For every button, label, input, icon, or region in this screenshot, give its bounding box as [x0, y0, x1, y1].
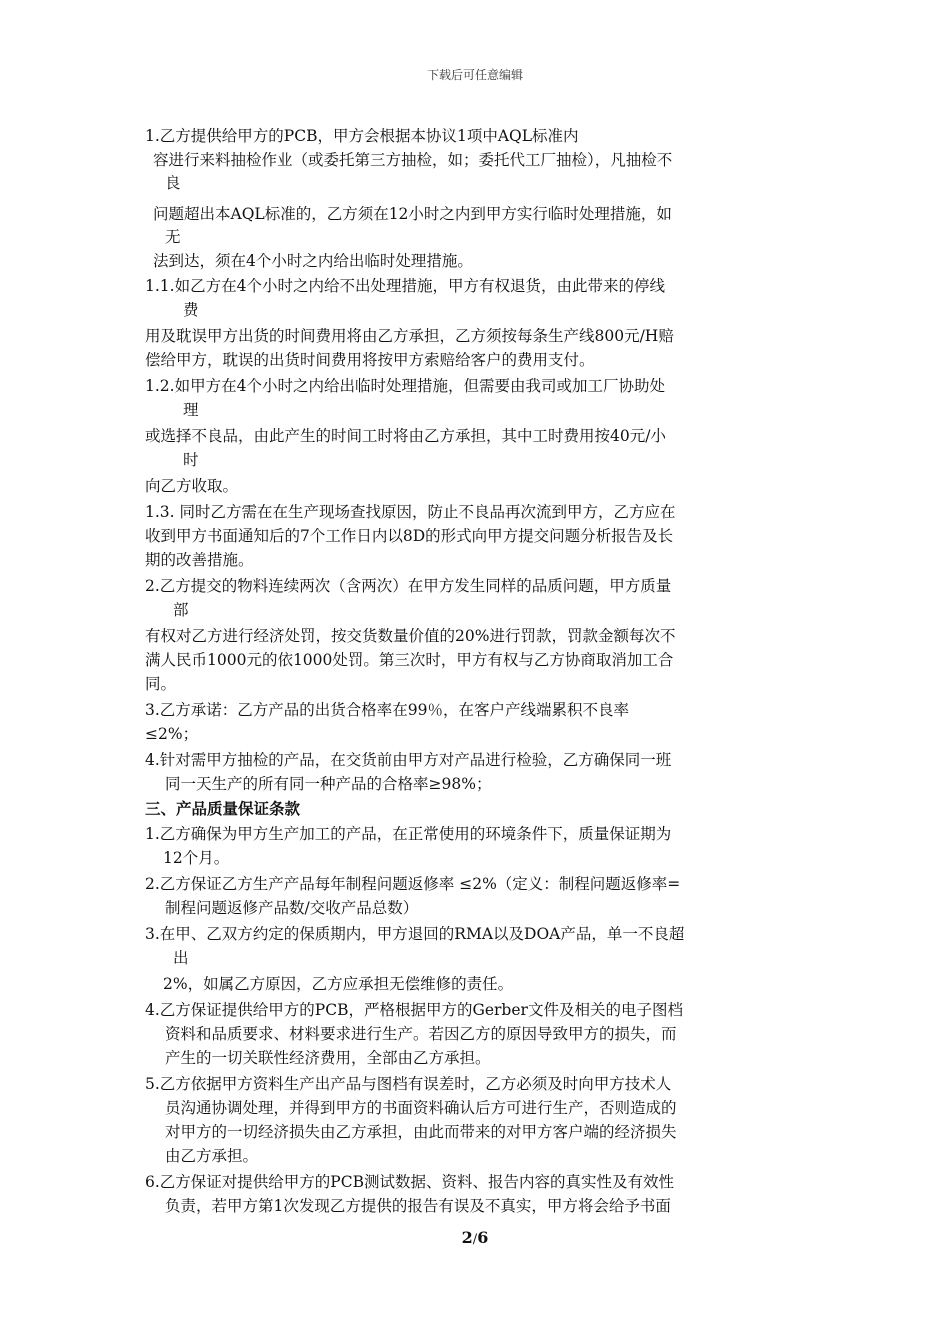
text-line: 3.在甲、乙双方约定的保质期内，甲方退回的RMA以及DOA产品，单一不良超 [145, 925, 685, 943]
text-line: 2.乙方提交的物料连续两次（含两次）在甲方发生同样的品质问题，甲方质量 [145, 577, 672, 595]
text-line: 时 [183, 451, 199, 469]
text-line: 2.乙方保证乙方生产产品每年制程问题返修率 ≤2%（定义：制程问题返修率= [145, 875, 681, 893]
text-line: 问题超出本AQL标准的，乙方须在12小时之内到甲方实行临时处理措施，如 [153, 205, 672, 223]
total-pages: 6 [477, 1228, 489, 1247]
text-line: 容进行来料抽检作业（或委托第三方抽检，如；委托代工厂抽检），凡抽检不 [153, 151, 673, 169]
text-line: 部 [173, 601, 189, 619]
text-line: 1.2.如甲方在4个小时之内给出临时处理措施，但需要由我司或加工厂协助处 [145, 377, 665, 395]
text-line: 理 [183, 401, 199, 419]
text-line: 1.3. 同时乙方需在在生产现场查找原因，防止不良品再次流到甲方，乙方应在 [145, 503, 676, 521]
text-line: 费 [183, 301, 199, 319]
text-line: 4.乙方保证提供给甲方的PCB，严格根据甲方的Gerber文件及相关的电子图档 [145, 1001, 683, 1019]
text-line: 收到甲方书面通知后的7个工作日内以8D的形式向甲方提交问题分析报告及长 [145, 527, 674, 545]
text-line: 5.乙方依据甲方资料生产出产品与图档有误差时，乙方必须及时向甲方技术人 [145, 1075, 672, 1093]
text-line: 1.乙方确保为甲方生产加工的产品，在正常使用的环境条件下，质量保证期为 [145, 825, 672, 843]
text-line: 期的改善措施。 [145, 551, 254, 569]
text-line: 6.乙方保证对提供给甲方的PCB测试数据、资料、报告内容的真实性及有效性 [145, 1173, 674, 1191]
text-line: 4.针对需甲方抽检的产品，在交货前由甲方对产品进行检验，乙方确保同一班 [145, 751, 672, 769]
text-line: 资料和品质要求、材料要求进行生产。若因乙方的原因导致甲方的损失，而 [165, 1025, 677, 1043]
page-separator: / [472, 1232, 478, 1247]
text-line: 法到达，须在4个小时之内给出临时处理措施。 [153, 252, 473, 270]
text-line: 有权对乙方进行经济处罚，按交货数量价值的20%进行罚款，罚款金额每次不 [145, 627, 676, 645]
text-line: 1.1.如乙方在4个小时之内给不出处理措施，甲方有权退货，由此带来的停线 [145, 277, 665, 295]
text-line: 无 [165, 228, 181, 246]
text-line: 由乙方承担。 [165, 1147, 259, 1165]
text-line: 用及耽误甲方出货的时间费用将由乙方承担，乙方须按每条生产线800元/H赔 [145, 327, 674, 345]
text-line: 偿给甲方，耽误的出货时间费用将按甲方索赔给客户的费用支付。 [145, 351, 595, 369]
text-line: 出 [173, 949, 189, 967]
text-line: ≤2%； [145, 725, 199, 743]
text-line: 1.乙方提供给甲方的PCB，甲方会根据本协议1项中AQL标准内 [145, 127, 579, 145]
text-line: 向乙方收取。 [145, 477, 239, 495]
text-line: 同。 [145, 675, 177, 693]
page-header: 下载后可任意编辑 [426, 68, 523, 82]
text-line: 满人民币1000元的依1000处罚。第三次时，甲方有权与乙方协商取消加工合 [145, 651, 674, 669]
text-line: 或选择不良品，由此产生的时间工时将由乙方承担，其中工时费用按40元/小 [145, 427, 666, 445]
page-number [0, 1228, 950, 1247]
section-heading: 三、产品质量保证条款 [145, 799, 301, 818]
text-line: 同一天生产的所有同一种产品的合格率≥98%； [165, 775, 492, 793]
text-line: 对甲方的一切经济损失由乙方承担，由此而带来的对甲方客户端的经济损失 [165, 1123, 677, 1141]
text-line: 制程问题返修产品数/交收产品总数） [165, 899, 419, 917]
text-line: 员沟通协调处理，并得到甲方的书面资料确认后方可进行生产，否则造成的 [165, 1099, 677, 1117]
text-line: 3.乙方承诺：乙方产品的出货合格率在99％，在客户产线端累积不良率 [145, 701, 630, 719]
text-line: 产生的一切关联性经济费用，全部由乙方承担。 [165, 1049, 491, 1067]
text-line: 2%，如属乙方原因，乙方应承担无偿维修的责任。 [163, 975, 514, 993]
text-line: 负责，若甲方第1次发现乙方提供的报告有误及不真实，甲方将会给予书面 [165, 1197, 671, 1215]
current-page: 2 [461, 1228, 473, 1247]
text-line: 良 [165, 174, 181, 192]
text-line: 12个月。 [163, 849, 230, 867]
